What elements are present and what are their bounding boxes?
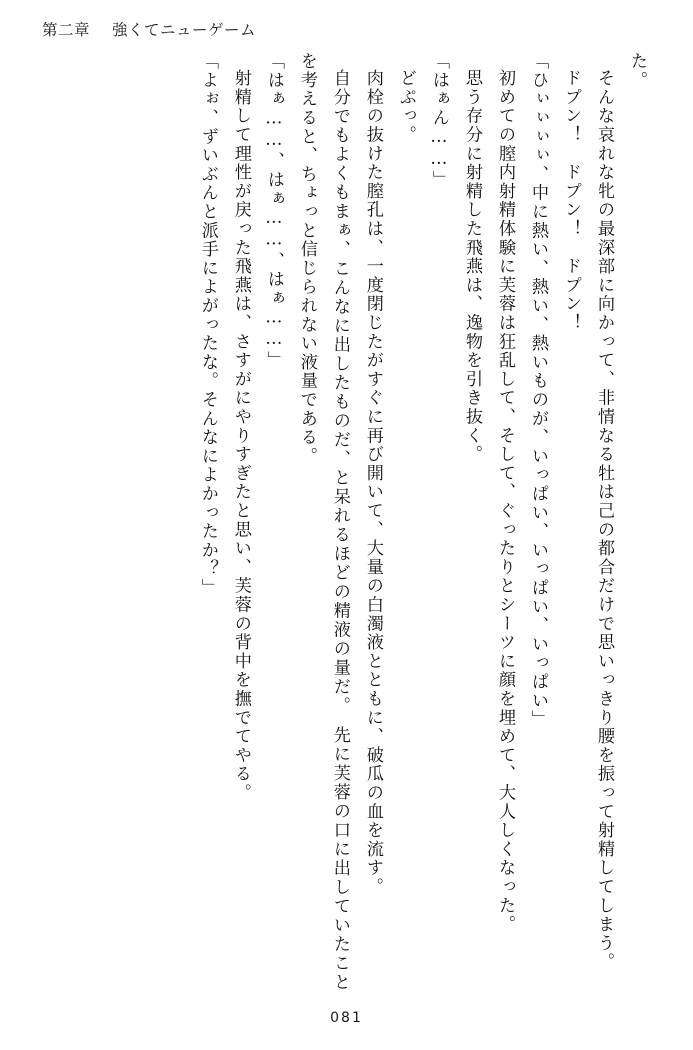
paragraph: 「はぁ……、はぁ……、はぁ……」 [263, 52, 284, 370]
paragraph: 思う存分に射精した飛燕は、逸物を引き抜く。 [461, 69, 482, 464]
paragraph: 「ひぃぃぃぃ、中に熱い、熱い、熱いものが、いっぱい、いっぱい、いっぱい」 [527, 52, 548, 729]
body-text [40, 52, 653, 992]
paragraph: 射精して理性が戻った飛燕は、さすがにやりすぎたと思い、芙蓉の背中を撫でてやる。 [230, 69, 251, 803]
running-header [42, 18, 651, 46]
chapter-number: 第二章 [42, 21, 91, 39]
chapter-title: 強くてニューゲーム [112, 21, 257, 39]
page-number: 081 [330, 1010, 363, 1026]
paragraph: 自分でもよくもまぁ、こんなに出したものだ、と呆れるほどの精液の量だ。 先に芙蓉の口に出していたことを考えると、ちょっと信じられない液量である。 [296, 52, 350, 992]
paragraph: そんな哀れな牝の最深部に向かって、非情なる牡は己の都合だけで思いっきり腰を振って射精してしまう。 [593, 69, 614, 972]
paragraph: た。 [627, 52, 647, 90]
paragraph: どぷっ。 [395, 69, 416, 145]
paragraph: 肉栓の抜けた膣孔は、一度閉じたがすぐに再び開いて、大量の白濁液とともに、破瓜の血を流す。 [362, 69, 383, 897]
paragraph: 初めての膣内射精体験に芙蓉は狂乱して、そして、ぐったりとシーツに顔を埋めて、大人しくなった。 [494, 69, 515, 934]
paragraph: 「はぁん……」 [428, 52, 449, 190]
paragraph: 「よぉ、ずいぶんと派手によがったな。そんなによかったか？」 [197, 52, 218, 598]
paragraph: ドプン！ ドプン！ ドプン！ [560, 69, 581, 333]
